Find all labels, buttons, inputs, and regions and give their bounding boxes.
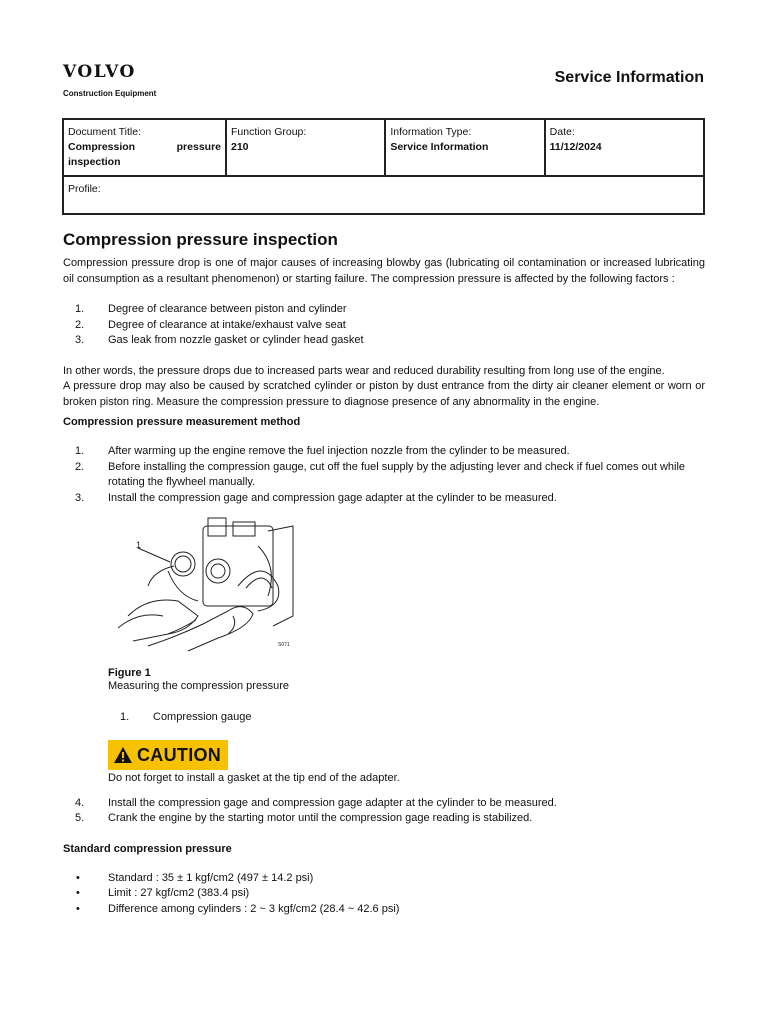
factors-list [63,302,705,349]
figure-title: Figure 1 [108,667,151,679]
list-item: 3. Install the compression gage and compression gage adapter at the cylinder to be measured. [75,491,557,504]
profile-label: Profile: [68,183,101,195]
list-item: • Difference among cylinders : 2 ~ 3 kgf/cm2 (28.4 ~ 42.6 psi) [76,902,400,915]
method-heading: Compression pressure measurement method [63,416,301,428]
list-item: • Limit : 27 kgf/cm2 (383.4 psi) [76,887,250,899]
caution-text: Do not forget to install a gasket at the tip end of the adapter. [108,772,400,784]
list-item: 1. After warming up the engine remove the fuel injection nozzle from the cylinder to be measured. [75,445,570,457]
paragraph-wear: In other words, the pressure drops due to increased parts wear and reduced durability resulting from long use of the engine. [63,364,665,377]
figure-callout-1: 1 [136,540,142,550]
method-steps-list-continued [63,796,705,827]
page-title: Compression pressure inspection [63,230,338,249]
doc-title-label: Document Title: [68,126,141,138]
date-value: 11/12/2024 [549,141,602,153]
doc-title-value: Compression pressure inspection [68,141,221,168]
compression-gauge-illustration [108,516,298,656]
caution-badge [108,740,228,770]
paragraph-pressure-drop: A pressure drop may also be caused by scratched cylinder or piston by dust entrance from the dirty air cleaner element or worn or broken piston ring. Measure the compression pressure to diagnose presence of any abnormality in the engine. [63,380,705,408]
list-item: 2. Degree of clearance at intake/exhaust valve seat [75,318,346,331]
standard-values-list [63,871,705,918]
info-type-value: Service Information [390,141,489,153]
standard-heading: Standard compression pressure [63,842,232,855]
document-kind: Service Information [554,69,704,86]
function-group-value: 210 [231,141,249,153]
caution-label: CAUTION [137,744,222,765]
list-item: 1. Degree of clearance between piston and cylinder [75,303,347,315]
function-group-label: Function Group: [231,126,307,138]
warning-icon [113,746,133,764]
list-item: • Standard : 35 ± 1 kgf/cm2 (497 ± 14.2 psi) [76,871,314,884]
figure-caption: Measuring the compression pressure [108,680,289,692]
list-item: 5. Crank the engine by the starting motor until the compression gage reading is stabilized. [75,812,533,824]
volvo-logo [63,64,156,98]
figure-code: S071 [278,642,290,648]
method-steps-list [63,444,705,506]
intro-paragraph: Compression pressure drop is one of major causes of increasing blowby gas (lubricating oil contamination or increased lubricating oil consumption as a resultant phenomenon) or starting failure. The compression pressure is affected by the following factors : [63,257,705,285]
date-label: Date: [549,126,575,138]
document-meta-table [62,118,705,215]
figure-1 [108,516,705,787]
list-item: 3. Gas leak from nozzle gasket or cylinder head gasket [75,334,364,346]
figure-legend-item: 1. Compression gauge [120,710,252,723]
list-item: 2. Before installing the compression gauge, cut off the fuel supply by the adjusting lever and check if fuel comes out while rotating the flywheel manually. [75,460,686,488]
brand-name: VOLVO [63,62,136,82]
document-body [63,230,705,917]
brand-subtitle: Construction Equipment [63,89,157,98]
list-item: 4. Install the compression gage and compression gage adapter at the cylinder to be measured. [75,796,557,809]
info-type-label: Information Type: [390,126,472,138]
